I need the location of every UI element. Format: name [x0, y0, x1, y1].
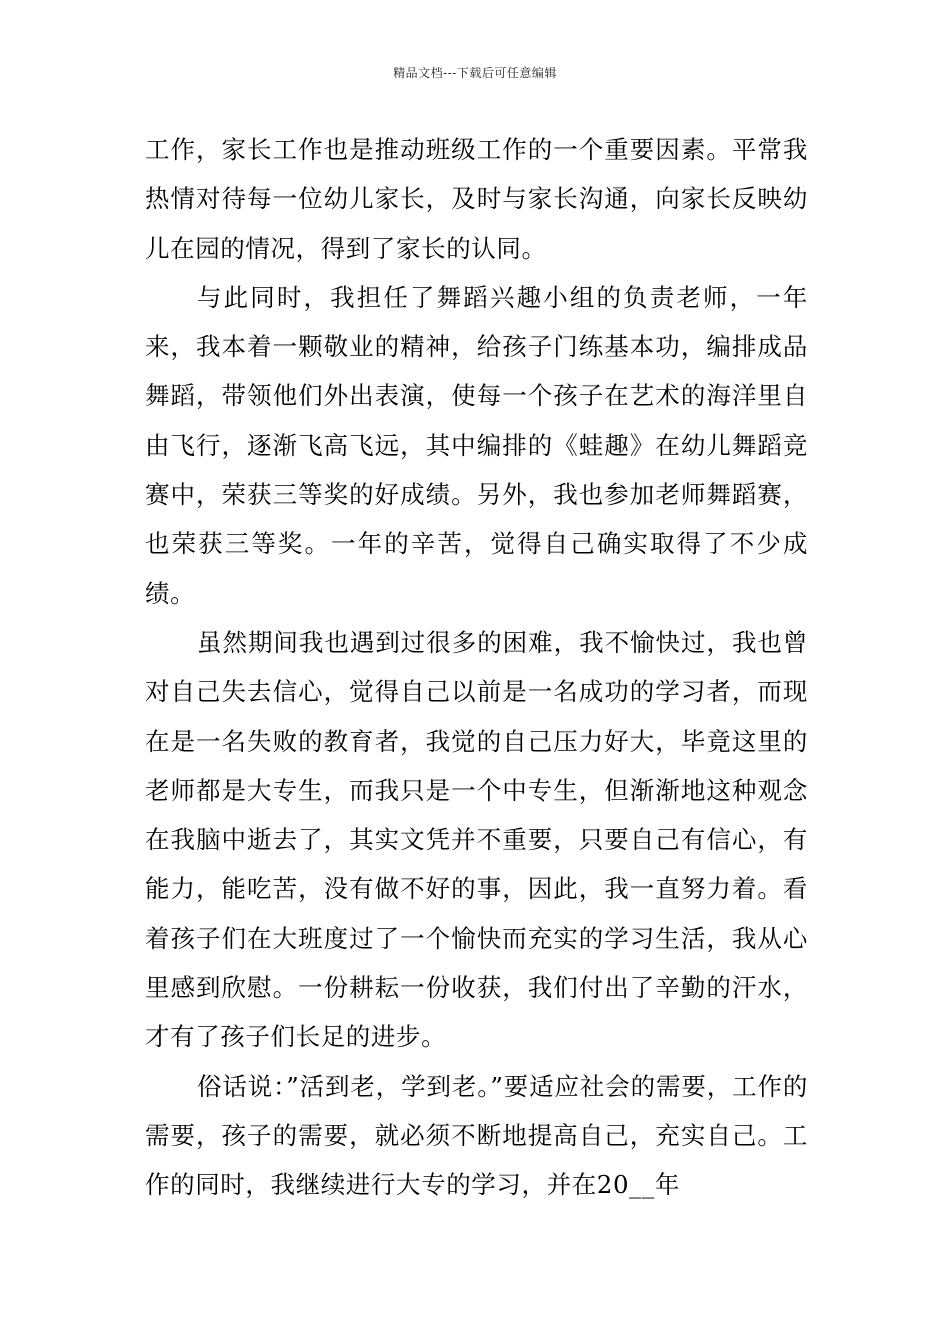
paragraph-4: 俗话说：”活到老，学到老。”要适应社会的需要，工作的需要，孩子的需要，就必须不断地提高自己，充实自己。工作的同时，我继续进行大专的学习，并在20__年	[145, 1071, 808, 1200]
paragraph-2: 与此同时，我担任了舞蹈兴趣小组的负责老师，一年来，我本着一颗敬业的精神，给孩子门练基本功，编排成品舞蹈，带领他们外出表演，使每一个孩子在艺术的海洋里自由飞行，逐渐飞高飞远，其中编排的《蛙趣》在幼儿舞蹈竞赛中，荣获三等奖的好成绩。另外，我也参加老师舞蹈赛，也荣获三等奖。一年的辛苦，觉得自己确实取得了不少成绩。	[145, 282, 808, 608]
paragraph-1: 工作，家长工作也是推动班级工作的一个重要因素。平常我热情对待每一位幼儿家长，及时与家长沟通，向家长反映幼儿在园的情况，得到了家长的认同。	[145, 135, 808, 263]
page-header: 精品文档---下载后可任意编辑	[393, 66, 557, 80]
paragraph-3: 虽然期间我也遇到过很多的困难，我不愉快过，我也曾对自己失去信心，觉得自己以前是一名成功的学习者，而现在是一名失败的教育者，我觉的自己压力好大，毕竟这里的老师都是大专生，而我只是一个中专生，但渐渐地这种观念在我脑中逝去了，其实文凭并不重要，只要自己有信心，有能力，能吃苦，没有做不好的事，因此，我一直努力着。看着孩子们在大班度过了一个愉快而充实的学习生活，我从心里感到欣慰。一份耕耘一份收获，我们付出了辛勤的汗水，才有了孩子们长足的进步。	[145, 627, 808, 1052]
document-body	[145, 125, 808, 1210]
